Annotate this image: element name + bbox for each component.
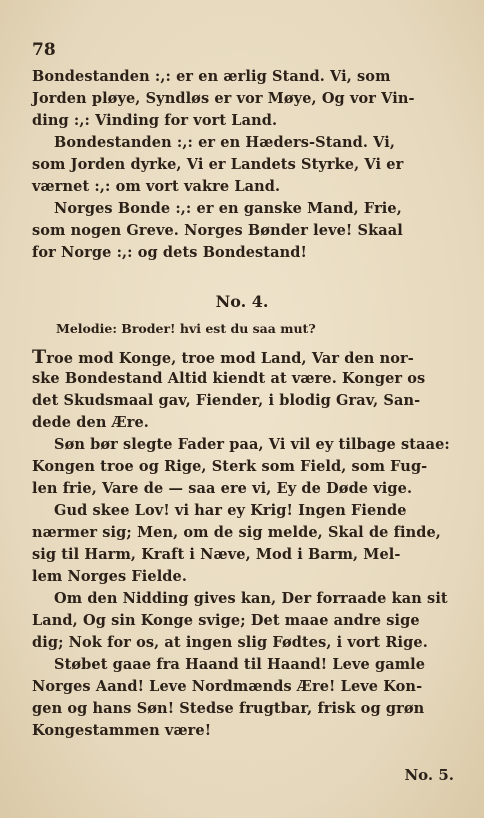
- text-line: som nogen Greve. Norges Bønder leve! Skaal: [32, 222, 403, 239]
- song-text: [32, 346, 460, 742]
- text-line: som Jorden dyrke, Vi er Landets Styrke, Vi er: [32, 156, 404, 173]
- song-heading: No. 4.: [215, 292, 269, 311]
- text-line: Søn bør slegte Fader paa, Vi vil ey tilbage staae:: [54, 436, 450, 453]
- text-line: Kongen troe og Rige, Sterk som Field, som Fug-: [32, 458, 428, 475]
- text-line: Bondestanden :,: er en ærlig Stand. Vi, som: [32, 68, 391, 85]
- drop-cap: T: [32, 346, 47, 368]
- text-line: Norges Bonde :,: er en ganske Mand, Frie,: [54, 200, 402, 217]
- text-line: sig til Harm, Kraft i Næve, Mod i Barm, Mel-: [32, 546, 401, 563]
- text-line: nærmer sig; Men, om de sig melde, Skal de finde,: [32, 524, 441, 541]
- text-line: len frie, Vare de — saa ere vi, Ey de Døde vige.: [32, 480, 413, 497]
- page-number: 78: [32, 40, 56, 60]
- catchword: No. 5.: [404, 766, 454, 784]
- text-line: dig; Nok for os, at ingen slig Fødtes, i vort Rige.: [32, 634, 428, 651]
- text-line: Jorden pløye, Syndløs er vor Møye, Og vor Vin-: [32, 90, 415, 107]
- text-line: Kongestammen være!: [32, 722, 212, 739]
- text-line: dede den Ære.: [32, 414, 149, 431]
- text-line: Gud skee Lov! vi har ey Krig! Ingen Fiende: [54, 502, 407, 519]
- melody-line: Melodie: Broder! hvi est du saa mut?: [56, 321, 316, 336]
- text-line: Troe mod Konge, troe mod Land, Var den nor-: [32, 346, 414, 368]
- text-line: værnet :,: om vort vakre Land.: [32, 178, 281, 195]
- text-line: Støbet gaae fra Haand til Haand! Leve gamle: [54, 656, 426, 673]
- text-line: Land, Og sin Konge svige; Det maae andre sige: [32, 612, 420, 629]
- text-line: Norges Aand! Leve Nordmænds Ære! Leve Kon-: [32, 678, 423, 695]
- text-line: Om den Nidding gives kan, Der forraade kan sit: [54, 590, 448, 607]
- text-line: gen og hans Søn! Stedse frugtbar, frisk og grøn: [32, 700, 425, 717]
- text-line: ske Bondestand Altid kiendt at være. Konger os: [32, 370, 426, 387]
- stanzas-top: [32, 66, 460, 264]
- text-line: for Norge :,: og dets Bondestand!: [32, 244, 307, 261]
- text-line: lem Norges Fielde.: [32, 568, 188, 585]
- text-line: Bondestanden :,: er en Hæders-Stand. Vi,: [54, 134, 396, 151]
- text-line: det Skudsmaal gav, Fiender, i blodig Grav, San-: [32, 392, 421, 409]
- text-line: ding :,: Vinding for vort Land.: [32, 112, 278, 129]
